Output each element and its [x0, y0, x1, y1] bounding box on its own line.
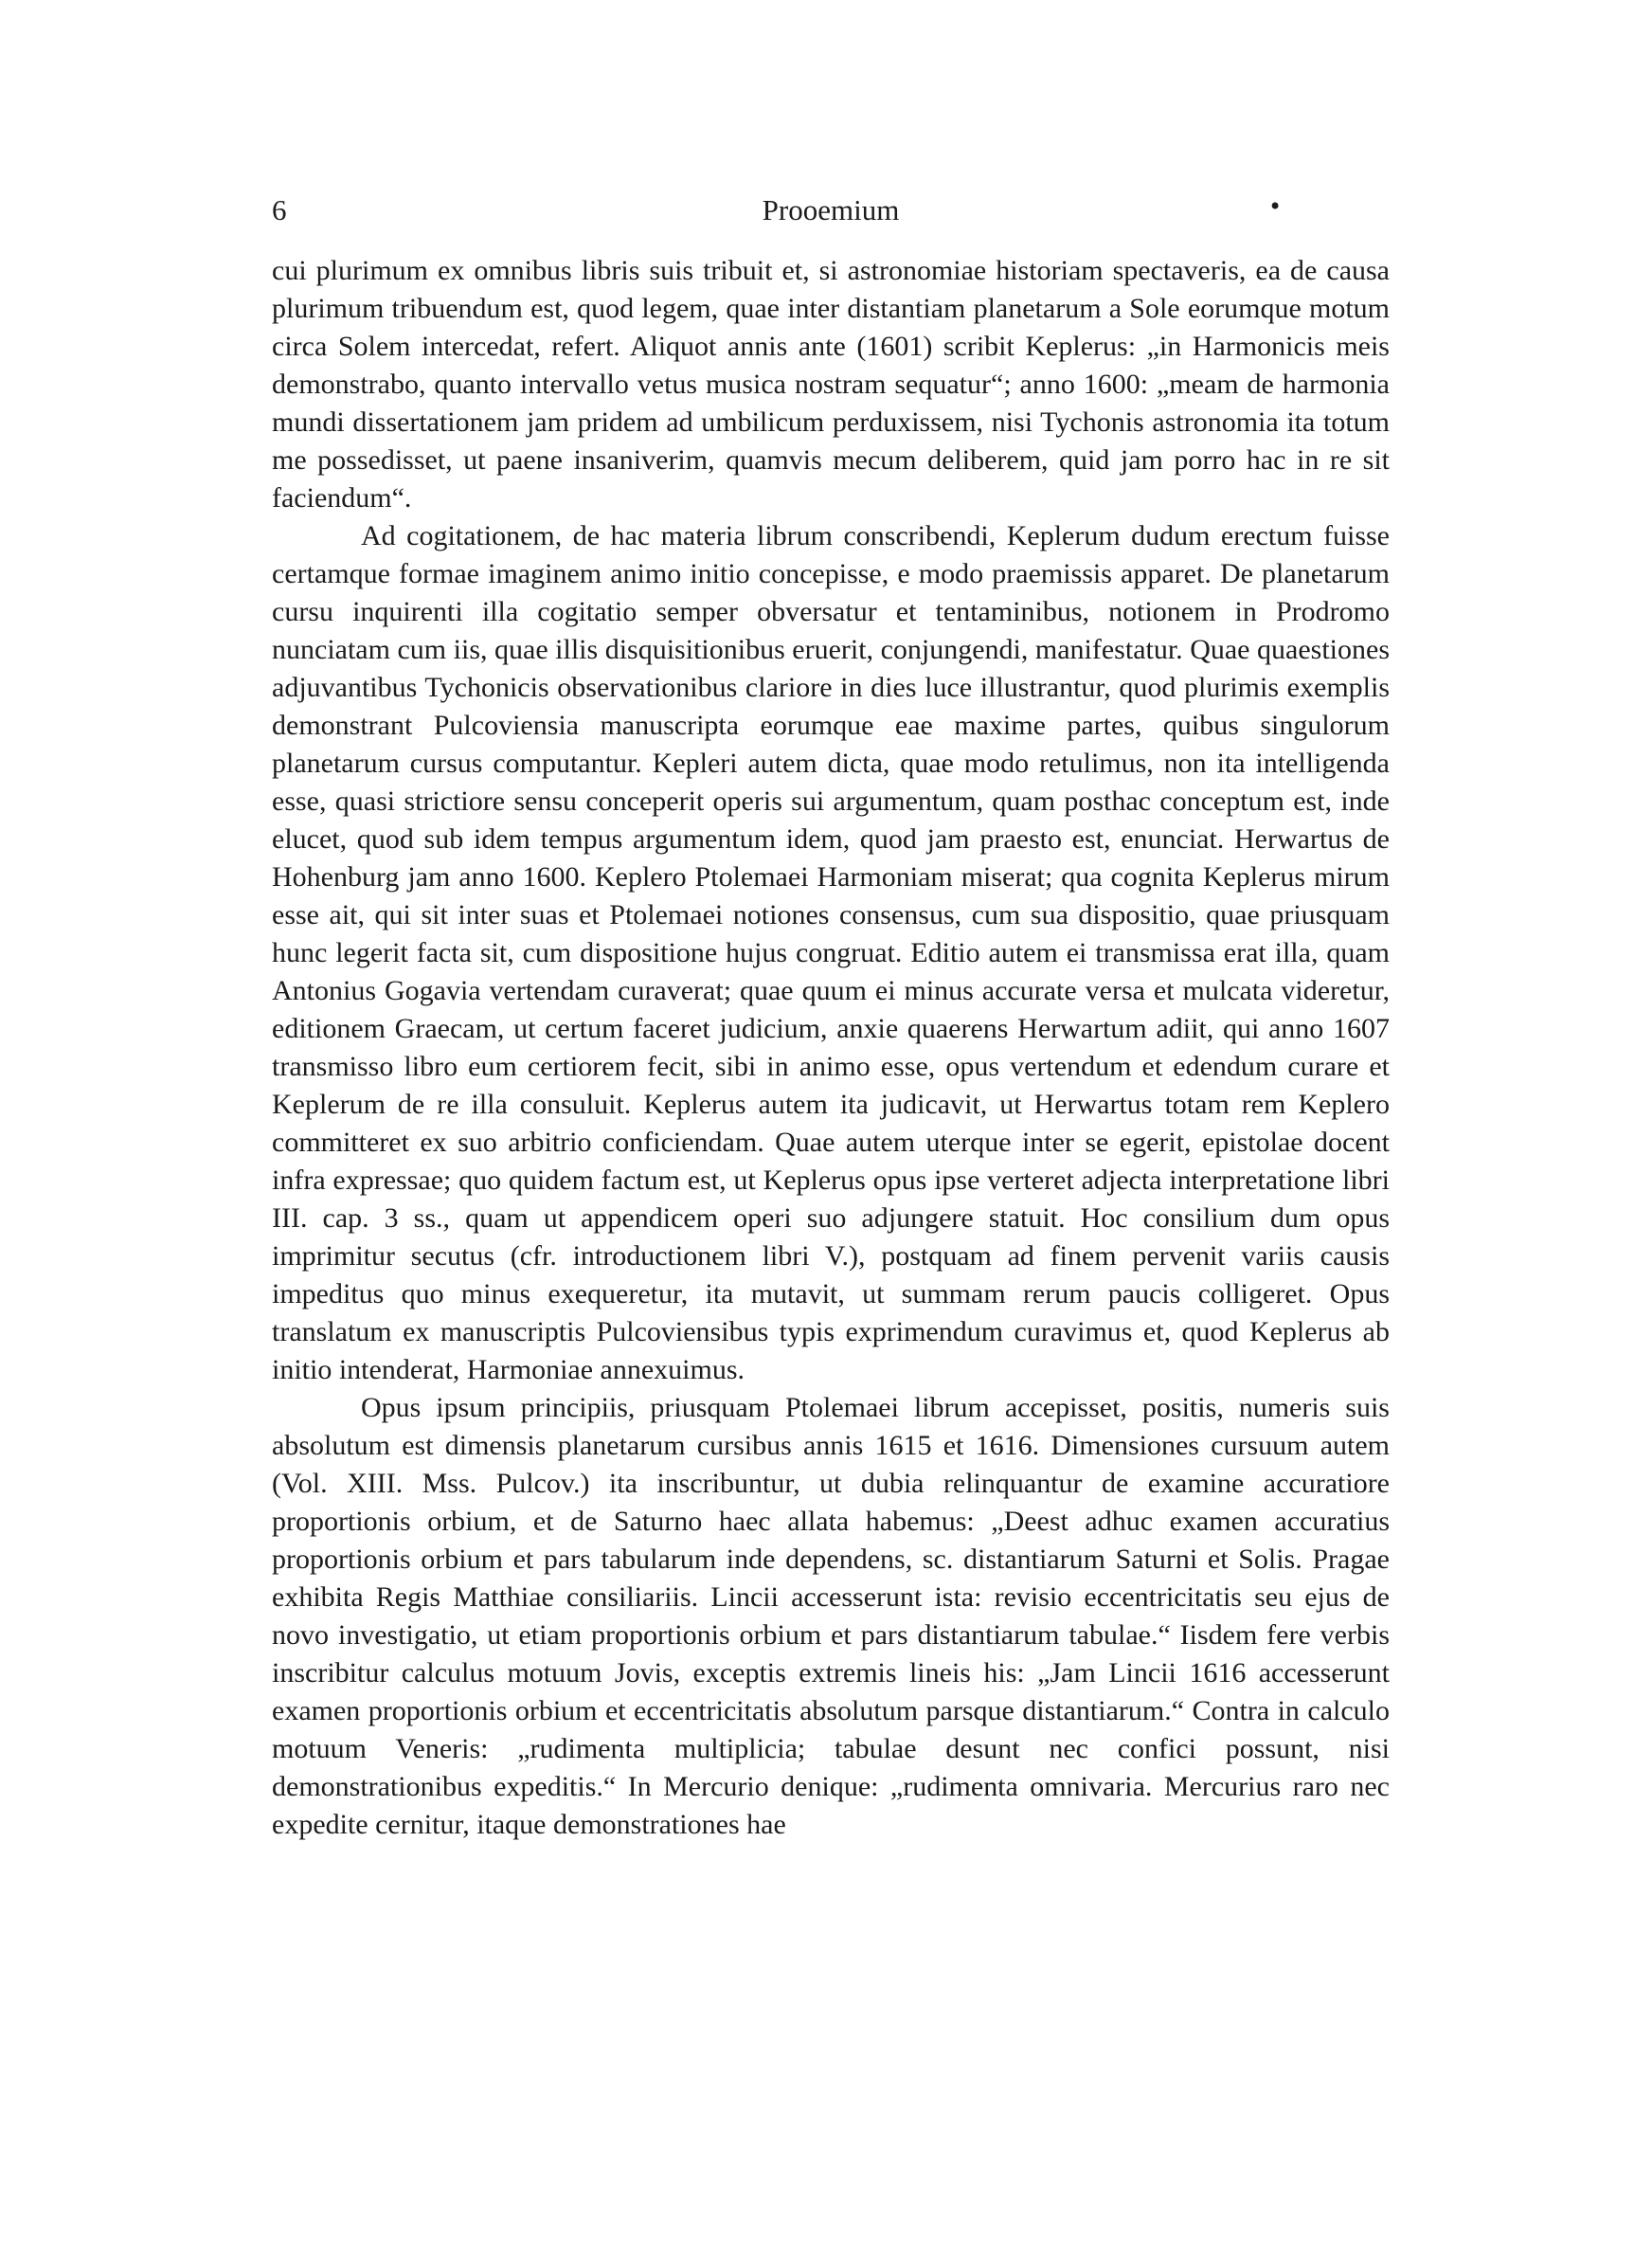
running-title: Prooemium — [762, 193, 900, 226]
paragraph-2: Ad cogitationem, de hac materia librum conscribendi, Keplerum dudum erectum fuisse certamque formae imaginem animo initio concepisse, e modo praemissis apparet. De planetarum cursu inquirenti illa cogitatio semper obversatur et tentaminibus, notionem in Prodromo nunciatam cum iis, quae illis disquisitionibus eruerit, conjungendi, manifestatur. Quae quaestiones adjuvantibus Tychonicis observationibus clariore in dies luce illustrantur, quod plurimis exemplis demonstrant Pulcoviensia manuscripta eorumque eae maxime partes, quibus singulorum planetarum cursus computantur. Kepleri autem dicta, quae modo retulimus, non ita intelligenda esse, quasi strictiore sensu conceperit operis sui argumentum, quam posthac conceptum est, inde elucet, quod sub idem tempus argumentum idem, quod jam praesto est, enunciat. Herwartus de Hohenburg jam anno 1600. Keplero Ptolemaei Harmoniam miserat; qua cognita Keplerus mirum esse ait, qui sit inter suas et Ptolemaei notiones consensus, cum sua dispositio, quae priusquam hunc legerit facta sit, cum dispositione hujus congruat. Editio autem ei transmissa erat illa, quam Antonius Gogavia vertendam curaverat; quae quum ei minus accurate versa et mulcata videretur, editionem Graecam, ut certum faceret judicium, anxie quaerens Herwartum adiit, qui anno 1607 transmisso libro eum certiorem fecit, sibi in animo esse, opus vertendum et edendum curare et Keplerum de re illa consuluit. Keplerus autem ita judicavit, ut Herwartus totam rem Keplero committeret ex suo arbitrio conficiendam. Quae autem uterque inter se egerit, epistolae docent infra expressae; quo quidem factum est, ut Keplerus opus ipse verteret adjecta interpretatione libri III. cap. 3 ss., quam ut appendicem operi suo adjungere statuit. Hoc consilium dum opus imprimitur secutus (cfr. introductionem libri V.), postquam ad finem pervenit variis causis impeditus quo minus exequeretur, ita mutavit, ut summam rerum paucis colligeret. Opus translatum ex manuscriptis Pulcoviensibus typis exprimendum curavimus et, quod Keplerus ab initio intenderat, Harmoniae annexuimus. — [272, 520, 1390, 1385]
body-text — [272, 252, 1390, 1844]
paragraph-1: cui plurimum ex omnibus libris suis tribuit et, si astronomiae historiam spectaveris, ea de causa plurimum tribuendum est, quod legem, quae inter distantiam planetarum a Sole eorumque motum circa Solem intercedat, refert. Aliquot annis ante (1601) scribit Keplerus: „in Harmonicis meis demonstrabo, quanto intervallo vetus musica nostram sequatur“; anno 1600: „meam de harmonia mundi dissertationem jam pridem ad umbilicum perduxissem, nisi Tychonis astronomia ita totum me possedisset, ut paene insaniverim, quamvis mecum deliberem, quid jam porro hac in re sit faciendum“. — [272, 255, 1390, 514]
paragraph-3: Opus ipsum principiis, priusquam Ptolemaei librum accepisset, positis, numeris suis absolutum est dimensis planetarum cursibus annis 1615 et 1616. Dimensiones cursuum autem (Vol. XIII. Mss. Pulcov.) ita inscribuntur, ut dubia relinquantur de examine accuratiore proportionis orbium, et de Saturno haec allata habemus: „Deest adhuc examen accuratius proportionis orbium et pars tabularum inde dependens, sc. distantiarum Saturni et Solis. Pragae exhibita Regis Matthiae consiliariis. Lincii accesserunt ista: revisio eccentricitatis seu ejus de novo investigatio, ut etiam proportionis orbium et pars distantiarum tabulae.“ Iisdem fere verbis inscribitur calculus motuum Jovis, exceptis extremis lineis his: „Jam Lincii 1616 accesserunt examen proportionis orbium et eccentricitatis absolutum parsque distantiarum.“ Contra in calculo motuum Veneris: „rudimenta multiplicia; tabulae desunt nec confici possunt, nisi demonstrationibus expeditis.“ In Mercurio denique: „rudimenta omnivaria. Mercurius raro nec expedite cernitur, itaque demonstrationes hae — [272, 1392, 1390, 1840]
page-number: 6 — [272, 193, 287, 226]
header-dot-mark: • — [1268, 193, 1283, 220]
page-header — [272, 193, 1390, 235]
